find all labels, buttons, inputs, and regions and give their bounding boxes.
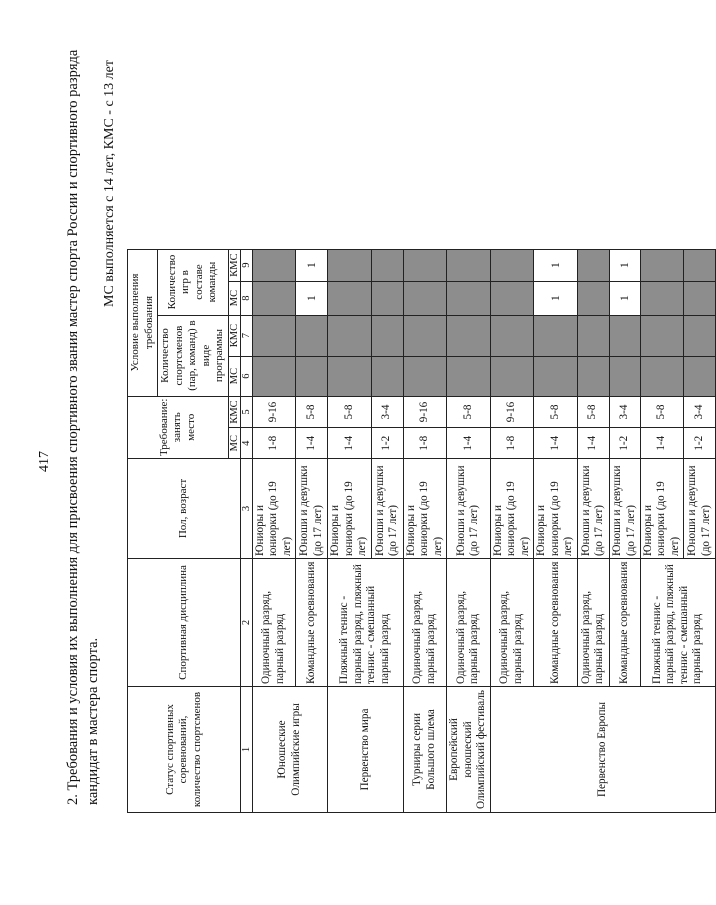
place-kms: 9-16 <box>490 396 534 428</box>
team-games-kms: 1 <box>296 249 328 281</box>
header-ms: МС <box>228 428 240 459</box>
athletes-kms-shaded <box>609 315 640 356</box>
athletes-ms-shaded <box>296 356 328 396</box>
team-games-ms-shaded <box>684 281 716 315</box>
place-ms: 1-2 <box>684 428 716 459</box>
header-ms: МС <box>228 281 240 315</box>
team-games-ms-shaded <box>577 281 609 315</box>
table-row <box>490 249 534 812</box>
team-games-ms: 1 <box>296 281 328 315</box>
athletes-ms-shaded <box>252 356 296 396</box>
requirements-table <box>127 249 716 813</box>
place-ms: 1-4 <box>296 428 328 459</box>
gender-age: Юниоры и юниорки (до 19 лет) <box>534 459 578 559</box>
place-kms: 3-4 <box>684 396 716 428</box>
sport-discipline: Пляжный теннис - парный разряд, пляжный теннис - смешанный парный разряд <box>640 559 716 687</box>
team-games-kms-shaded <box>447 249 491 281</box>
team-games-ms-shaded <box>640 281 684 315</box>
gender-age: Юноши и девушки (до 17 лет) <box>371 459 403 559</box>
place-ms: 1-4 <box>534 428 578 459</box>
sport-discipline: Командные соревнования <box>296 559 328 687</box>
place-kms: 3-4 <box>609 396 640 428</box>
header-gender-age: Пол, возраст <box>128 459 241 559</box>
sport-discipline: Командные соревнования <box>534 559 578 687</box>
place-kms: 5-8 <box>296 396 328 428</box>
athletes-kms-shaded <box>577 315 609 356</box>
place-ms: 1-4 <box>328 428 372 459</box>
header-conditions: Условие выполнения требования <box>128 249 158 396</box>
gender-age: Юниоры и юниорки (до 19 лет) <box>490 459 534 559</box>
place-ms: 1-4 <box>640 428 684 459</box>
place-ms: 1-2 <box>609 428 640 459</box>
team-games-kms-shaded <box>640 249 684 281</box>
athletes-kms-shaded <box>403 315 447 356</box>
column-number: 4 <box>240 428 252 459</box>
team-games-kms-shaded <box>328 249 372 281</box>
section-heading <box>63 50 103 805</box>
athletes-ms-shaded <box>577 356 609 396</box>
team-games-ms-shaded <box>490 281 534 315</box>
team-games-ms: 1 <box>609 281 640 315</box>
sport-discipline: Одиночный разряд, парный разряд <box>447 559 491 687</box>
sport-discipline: Командные соревнования <box>609 559 640 687</box>
athletes-kms-shaded <box>490 315 534 356</box>
athletes-kms-shaded <box>640 315 684 356</box>
place-kms: 5-8 <box>447 396 491 428</box>
team-games-ms-shaded <box>403 281 447 315</box>
gender-age: Юноши и девушки (до 17 лет) <box>447 459 491 559</box>
gender-age: Юноши и девушки (до 17 лет) <box>609 459 640 559</box>
header-kms: КМС <box>228 249 240 281</box>
place-kms: 5-8 <box>328 396 372 428</box>
gender-age: Юниоры и юниорки (до 19 лет) <box>403 459 447 559</box>
heading-line-1: 2. Требования и условия их выполнения для присвоения спортивного звания мастер спорта России и спортивного разряда <box>65 49 81 805</box>
team-games-kms-shaded <box>371 249 403 281</box>
athletes-ms-shaded <box>371 356 403 396</box>
table-row <box>403 249 447 812</box>
athletes-ms-shaded <box>534 356 578 396</box>
sport-discipline: Одиночный разряд, парный разряд <box>252 559 296 687</box>
sport-discipline: Одиночный разряд, парный разряд <box>403 559 447 687</box>
sport-discipline: Одиночный разряд, парный разряд <box>577 559 609 687</box>
competition-status: Юношеские Олимпийские игры <box>252 687 328 813</box>
header-discipline: Спортивная дисциплина <box>128 559 241 687</box>
team-games-kms-shaded <box>684 249 716 281</box>
team-games-kms-shaded <box>490 249 534 281</box>
heading-line-2: кандидат в мастера спорта. <box>85 637 101 805</box>
team-games-kms-shaded <box>403 249 447 281</box>
header-status: Статус спортивных соревнований, количество спортсменов <box>128 687 241 813</box>
athletes-ms-shaded <box>328 356 372 396</box>
team-games-kms: 1 <box>534 249 578 281</box>
place-ms: 1-4 <box>577 428 609 459</box>
athletes-ms-shaded <box>609 356 640 396</box>
athletes-ms-shaded <box>684 356 716 396</box>
team-games-kms-shaded <box>252 249 296 281</box>
header-ms: МС <box>228 356 240 396</box>
team-games-kms-shaded <box>577 249 609 281</box>
column-number-row <box>240 249 252 812</box>
column-number: 7 <box>240 315 252 356</box>
competition-status: Европейский юношеский Олимпийский фестиваль <box>447 687 491 813</box>
competition-status: Первенство мира <box>328 687 404 813</box>
place-ms: 1-4 <box>447 428 491 459</box>
column-number: 3 <box>240 459 252 559</box>
header-row <box>128 249 158 812</box>
place-ms: 1-8 <box>490 428 534 459</box>
place-kms: 5-8 <box>640 396 684 428</box>
column-number: 1 <box>240 687 252 813</box>
athletes-kms-shaded <box>296 315 328 356</box>
table-row <box>252 249 296 812</box>
column-number: 8 <box>240 281 252 315</box>
place-ms: 1-8 <box>403 428 447 459</box>
team-games-ms-shaded <box>447 281 491 315</box>
column-number: 6 <box>240 356 252 396</box>
gender-age: Юниоры и юниорки (до 19 лет) <box>328 459 372 559</box>
place-kms: 9-16 <box>403 396 447 428</box>
athletes-ms-shaded <box>640 356 684 396</box>
age-requirement: МС выполняется с 14 лет, КМС - с 13 лет <box>102 60 117 307</box>
header-place-requirement: Требование: занять место <box>128 396 229 458</box>
athletes-kms-shaded <box>447 315 491 356</box>
header-athletes-count: Количество спортсменов (пар, команд) в виде программы <box>158 315 229 396</box>
column-number: 2 <box>240 559 252 687</box>
competition-status: Турниры серии Большого шлема <box>403 687 447 813</box>
team-games-kms: 1 <box>609 249 640 281</box>
gender-age: Юноши и девушки (до 17 лет) <box>296 459 328 559</box>
gender-age: Юниоры и юниорки (до 19 лет) <box>252 459 296 559</box>
place-ms: 1-8 <box>252 428 296 459</box>
athletes-kms-shaded <box>534 315 578 356</box>
place-kms: 3-4 <box>371 396 403 428</box>
table-body <box>128 249 716 812</box>
gender-age: Юноши и девушки (до 17 лет) <box>577 459 609 559</box>
gender-age: Юноши и девушки (до 17 лет) <box>684 459 716 559</box>
athletes-kms-shaded <box>328 315 372 356</box>
table-row <box>447 249 491 812</box>
gender-age: Юниоры и юниорки (до 19 лет) <box>640 459 684 559</box>
team-games-ms-shaded <box>371 281 403 315</box>
athletes-ms-shaded <box>490 356 534 396</box>
athletes-ms-shaded <box>403 356 447 396</box>
athletes-ms-shaded <box>447 356 491 396</box>
competition-status: Первенство Европы <box>490 687 716 813</box>
team-games-ms-shaded <box>328 281 372 315</box>
page-number: 417 <box>37 451 52 472</box>
athletes-kms-shaded <box>371 315 403 356</box>
column-number: 9 <box>240 249 252 281</box>
header-kms: КМС <box>228 396 240 428</box>
place-ms: 1-2 <box>371 428 403 459</box>
sport-discipline: Одиночный разряд, парный разряд <box>490 559 534 687</box>
table-row <box>328 249 372 812</box>
column-number: 5 <box>240 396 252 428</box>
place-kms: 9-16 <box>252 396 296 428</box>
athletes-kms-shaded <box>684 315 716 356</box>
header-kms: КМС <box>228 315 240 356</box>
header-team-games: Количество игр в составе команды <box>158 249 229 315</box>
athletes-kms-shaded <box>252 315 296 356</box>
team-games-ms: 1 <box>534 281 578 315</box>
place-kms: 5-8 <box>577 396 609 428</box>
sport-discipline: Пляжный теннис - парный разряд, пляжный теннис - смешанный парный разряд <box>328 559 404 687</box>
place-kms: 5-8 <box>534 396 578 428</box>
team-games-ms-shaded <box>252 281 296 315</box>
